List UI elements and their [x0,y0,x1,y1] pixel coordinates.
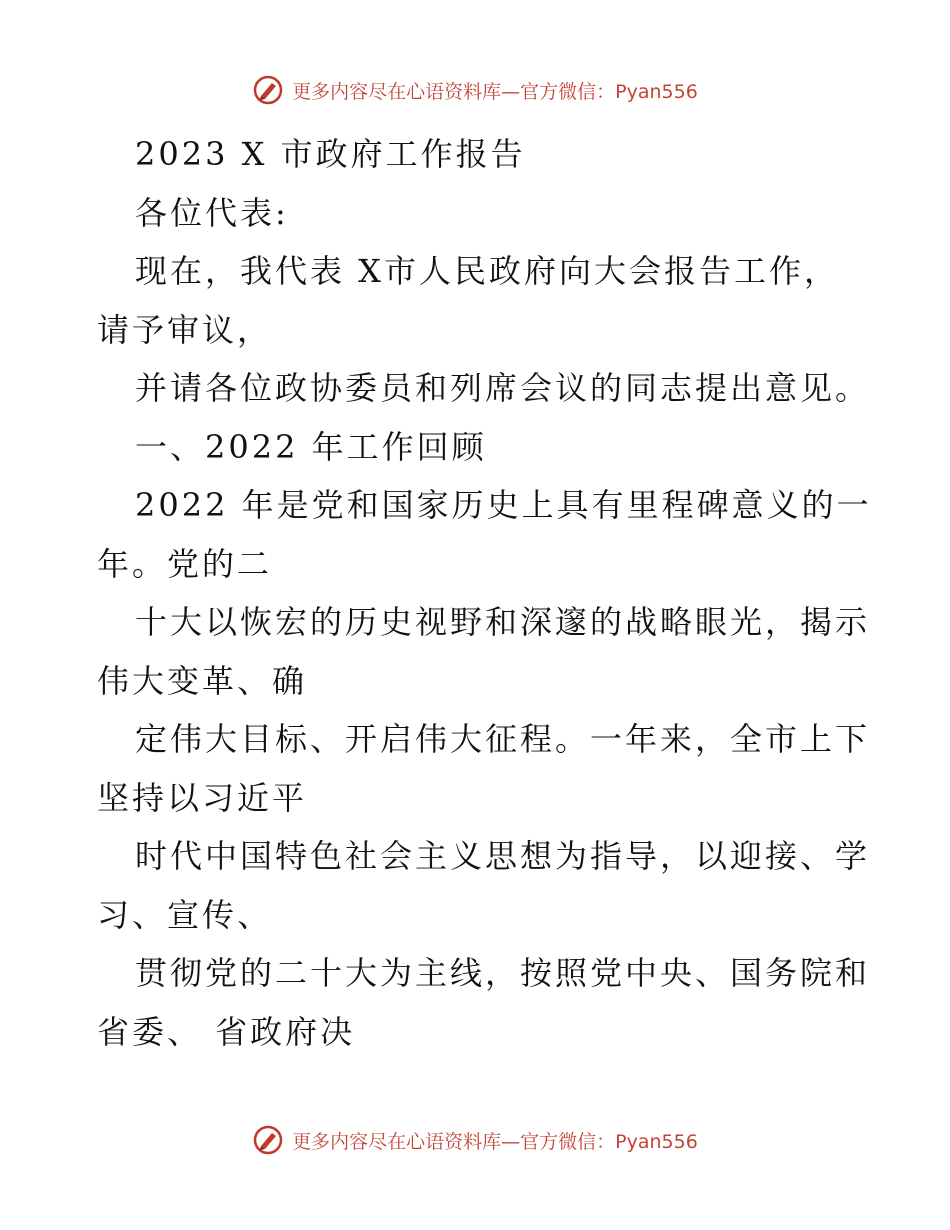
paragraph-line: 现在，我代表 X市人民政府向大会报告工作， [135,252,839,290]
paragraph-line: 十大以恢宏的历史视野和深邃的战略眼光，揭示 [135,603,871,641]
paragraph-line: 2022 年是党和国家历史上具有里程碑意义的一 [135,486,872,524]
paragraph-line: 请予审议， [97,310,273,349]
paragraph-line: 习、宣传、 [97,895,273,934]
watermark-text: 更多内容尽在心语资料库—官方微信：Pyan556 [292,80,698,103]
header-watermark [0,70,950,110]
paragraph-line: 贯彻党的二十大为主线，按照党中央、国务院和 [135,954,871,992]
paragraph-line: 坚持以习近平 [97,778,308,817]
paragraph-line: 省委、 省政府决 [97,1012,356,1051]
document-body [97,125,872,1061]
paragraph-line: 时代中国特色社会主义思想为指导，以迎接、学 [135,837,871,875]
salutation: 各位代表: [135,193,289,232]
footer-watermark [0,1120,950,1160]
paragraph-line: 并请各位政协委员和列席会议的同志提出意见。 [135,369,871,407]
paragraph-line: 定伟大目标、开启伟大征程。一年来，全市上下 [135,720,871,758]
paragraph-line: 年。党的二 [97,544,273,583]
paragraph-line: 伟大变革、确 [97,661,308,700]
pen-logo-icon [252,74,284,106]
document-title: 2023 X 市政府工作报告 [135,135,526,173]
watermark-text: 更多内容尽在心语资料库—官方微信：Pyan556 [292,1130,698,1153]
section-heading: 一、2022 年工作回顾 [135,427,487,466]
pen-logo-icon [252,1124,284,1156]
